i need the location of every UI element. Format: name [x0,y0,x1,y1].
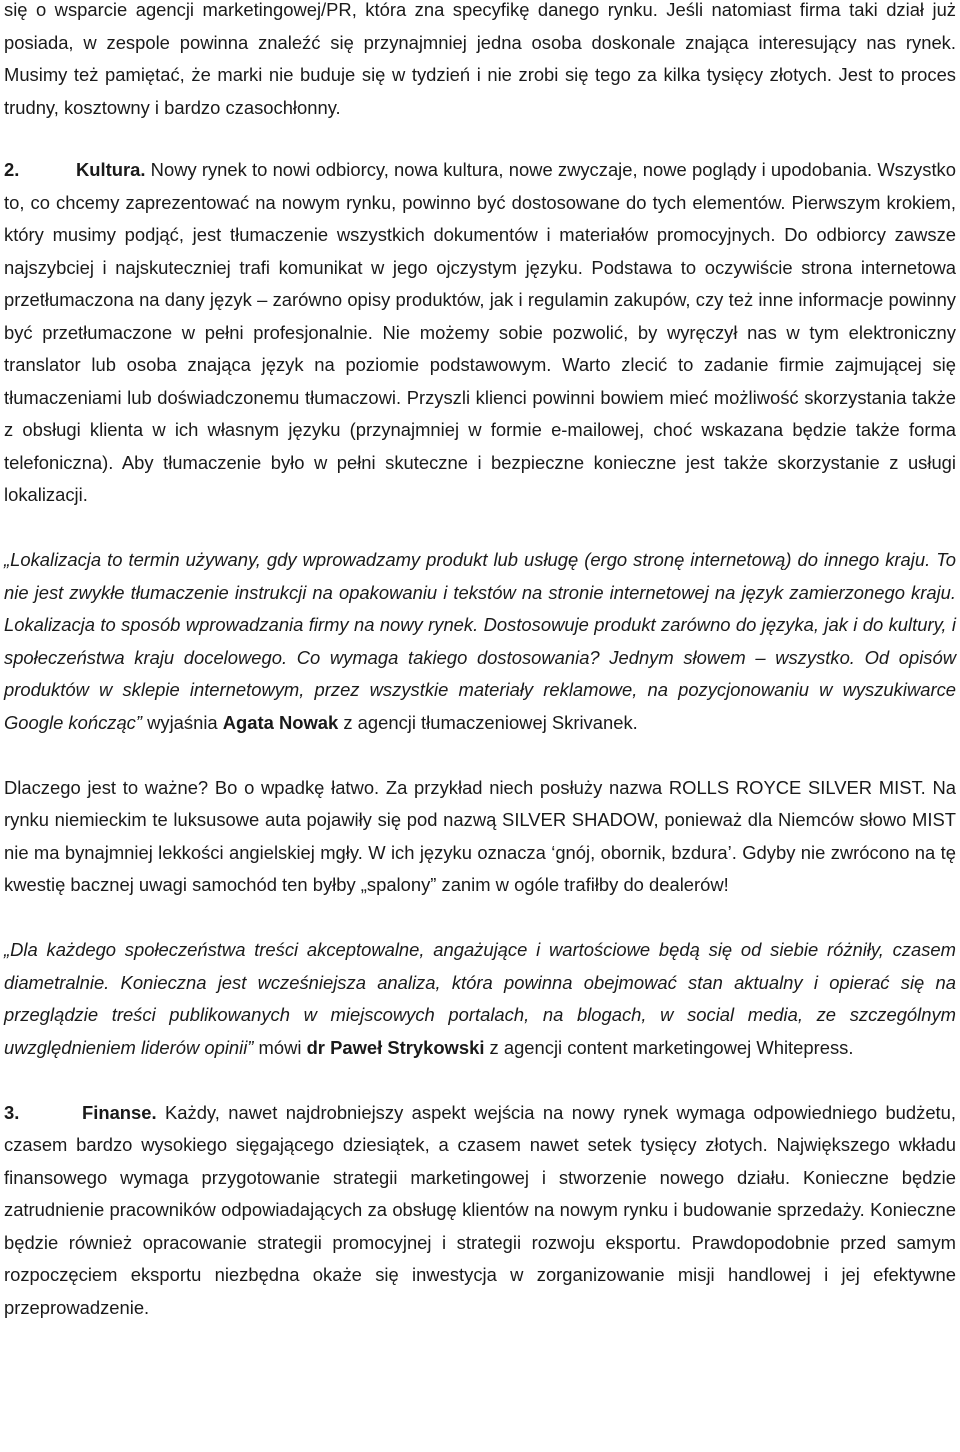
rolls-royce-paragraph [4,772,956,902]
quote-2-attribution-post: z agencji content marketingowej Whitepress. [484,1036,854,1058]
spacer [4,512,956,545]
spacer [4,739,956,772]
quote-2-text: „Dla każdego społeczeństwa treści akceptowalne, angażujące i wartościowe będą się od siebie różniły, czasem diametralnie. Konieczna jest wcześniejsza analiza, która powinna obejmować stan aktualny i opierać się na przeglądzie treści publikowanych w miejscowych portalach, na blogach, w social media, ze szczególnym uwzględnieniem liderów opinii” [4,939,956,1058]
section-3-paragraph [4,1097,956,1325]
section-3-body: Każdy, nawet najdrobniejszy aspekt wejścia na nowy rynek wymaga odpowiedniego budżetu, czasem bardzo wysokiego sięgającego dziesiątek, a czasem nawet setek tysięcy złotych. Największego wkładu finansowego wymaga przygotowanie strategii marketingowej i stworzenie nowego działu. Konieczne będzie zatrudnienie pracowników odpowiadających za obsługę klientów na nowym rynku i budowanie sprzedaży. Konieczne będzie również opracowanie strategii promocyjnej i strategii rozwoju eksportu. Prawdopodobnie przed samym rozpoczęciem eksportu niezbędna okaże się inwestycja w zorganizowanie misji handlowej i jej efektywne przeprowadzenie. [4,1101,956,1318]
quote-1-text: „Lokalizacja to termin używany, gdy wprowadzamy produkt lub usługę (ergo stronę internetową) do innego kraju. To nie jest zwykłe tłumaczenie instrukcji na opakowaniu i tekstów na stronie internetowej na język zamierzonego kraju. Lokalizacja to sposób wprowadzania firmy na nowy rynek. Dostosowuje produkt zarówno do języka, jak i do kultury, i społeczeństwa kraju docelowego. Co wymaga takiego dostosowania? Jednym słowem – wszystko. Od opisów produktów w sklepie internetowym, przez wszystkie materiały reklamowe, na pozycjonowaniu w wyszukiwarce Google kończąc” [4,549,956,733]
section-2-number: 2. [4,159,20,180]
quote-2-attribution-pre: mówi [253,1036,307,1058]
spacer [4,124,956,154]
section-3-number: 3. [4,1101,20,1123]
section-3-title: Finanse. [82,1101,157,1123]
section-2-title: Kultura. [76,159,146,180]
spacer [4,902,956,935]
intro-paragraph [4,0,956,124]
document-page [4,0,956,1324]
quote-1-paragraph [4,544,956,739]
spacer [4,1064,956,1097]
quote-2-person: dr Paweł Strykowski [306,1036,485,1058]
rolls-royce-text: Dlaczego jest to ważne? Bo o wpadkę łatwo. Za przykład niech posłuży nazwa ROLLS ROYCE SILVER MIST. Na rynku niemieckim te luksusowe auta pojawiły się pod nazwą SILVER SHADOW, ponieważ dla Niemców słowo MIST nie ma bynajmniej lekkości angielskiej mgły. W ich języku oznacza ‘gnój, obornik, bzdura’. Gdyby nie zwrócono na tę kwestię bacznej uwagi samochód ten byłby „spalony” zanim w ogóle trafiłby do dealerów! [4,776,956,895]
quote-1-attribution-pre: wyjaśnia [142,711,223,733]
intro-text: się o wsparcie agencji marketingowej/PR, która zna specyfikę danego rynku. Jeśli natomiast firma taki dział już posiada, w zespole powinna znaleźć się przynajmniej jedna osoba doskonale znająca interesujący nas rynek. Musimy też pamiętać, że marki nie buduje się w tydzień i nie zrobi się tego za kilka tysięcy złotych. Jest to proces trudny, kosztowny i bardzo czasochłonny. [4,0,956,118]
quote-1-person: Agata Nowak [222,711,339,733]
section-2-paragraph [4,154,956,512]
quote-2-paragraph [4,934,956,1064]
quote-1-attribution-post: z agencji tłumaczeniowej Skrivanek. [338,711,638,733]
section-2-body: Nowy rynek to nowi odbiorcy, nowa kultura, nowe zwyczaje, nowe poglądy i upodobania. Wszystko to, co chcemy zaprezentować na nowym rynku, powinno być dostosowane do tych elementów. Pierwszym krokiem, który musimy podjąć, jest tłumaczenie wszystkich dokumentów i materiałów promocyjnych. Do odbiorcy zawsze najszybciej i najskuteczniej trafi komunikat w jego ojczystym języku. Podstawa to oczywiście strona internetowa przetłumaczona na dany język – zarówno opisy produktów, jak i regulamin zakupów, czy też inne informacje powinny być przetłumaczone w pełni profesjonalnie. Nie możemy sobie pozwolić, by wyręczył nas w tym elektroniczny translator lub osoba znająca język na poziomie podstawowym. Warto zlecić to zadanie firmie zajmującej się tłumaczeniami lub doświadczonemu tłumaczowi. Przyszli klienci powinni bowiem mieć możliwość skorzystania także z obsługi klienta w ich własnym języku (przynajmniej w formie e-mailowej, choć wskazana będzie także forma telefoniczna). Aby tłumaczenie było w pełni skuteczne i bezpieczne konieczne jest także skorzystanie z usługi lokalizacji. [4,159,956,505]
